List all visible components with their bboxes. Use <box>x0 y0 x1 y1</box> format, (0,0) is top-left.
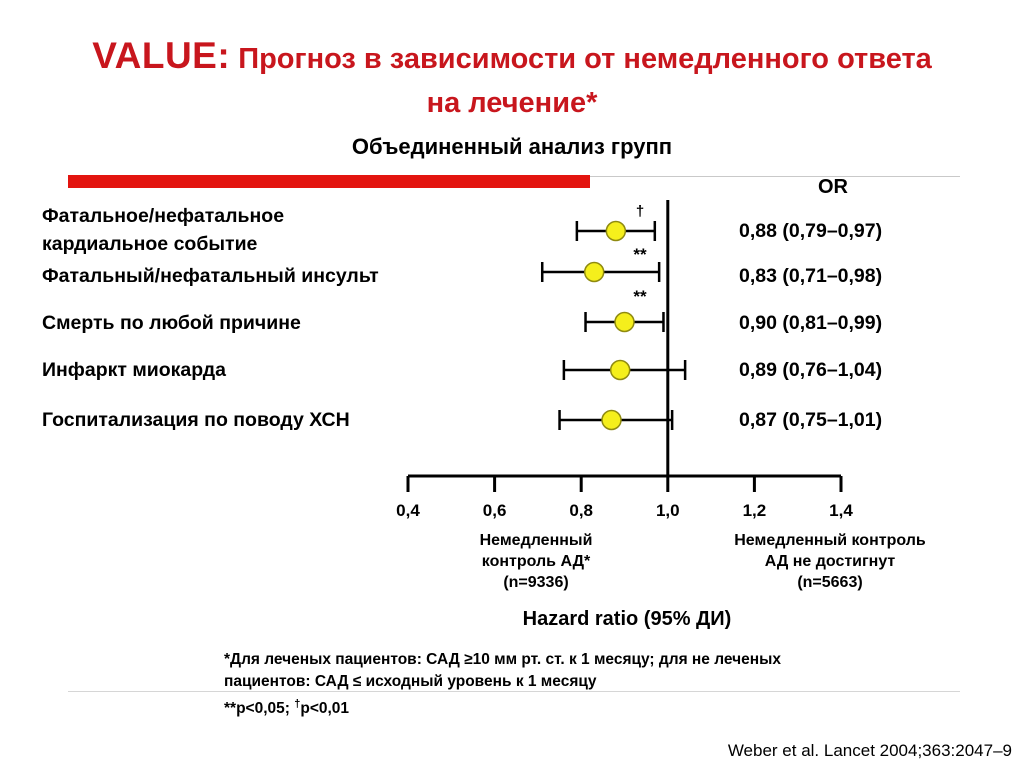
left-group-line2: контроль АД* <box>481 553 591 570</box>
right-group-line1: Немедленный контроль <box>734 532 926 549</box>
footnote-p001: p<0,01 <box>300 700 350 718</box>
right-group-line3: (n=5663) <box>797 574 863 591</box>
footnote-line3 <box>224 693 781 720</box>
x-tick-label-3: 1,0 <box>655 501 680 520</box>
or-value-death: 0,90 (0,81–0,99) <box>739 312 883 334</box>
x-tick-label-0: 0,4 <box>396 501 420 520</box>
or-value-cardiac: 0,88 (0,79–0,97) <box>739 220 883 242</box>
x-tick-label-5: 1,4 <box>829 501 853 520</box>
x-tick-label-1: 0,6 <box>482 501 507 520</box>
forest-row-0 <box>577 203 655 241</box>
citation: Weber et al. Lancet 2004;363:2047–9 <box>727 741 1012 760</box>
or-value-hf: 0,87 (0,75–1,01) <box>739 409 883 431</box>
row-label-stroke: Фатальный/нефатальный инсульт <box>42 265 379 287</box>
hr-point-4 <box>602 411 621 430</box>
x-tick-label-4: 1,2 <box>742 501 767 520</box>
left-group-line1: Немедленный <box>479 532 593 549</box>
hr-point-1 <box>585 263 604 282</box>
forest-row-4 <box>560 410 673 430</box>
significance-marker-0: † <box>635 203 645 220</box>
hr-point-3 <box>611 361 630 380</box>
title-text-line1: Прогноз в зависимости от немедленного ответа <box>238 43 932 75</box>
significance-marker-1: ** <box>633 245 647 264</box>
forest-row-1 <box>542 245 659 282</box>
row-label-mi: Инфаркт миокарда <box>42 359 226 381</box>
footnote <box>224 649 781 720</box>
x-tick-label-2: 0,8 <box>569 501 594 520</box>
divider-bottom <box>68 691 960 692</box>
left-group-label <box>431 530 641 593</box>
row-label-cardiac-line1: Фатальное/нефатальное <box>42 205 285 227</box>
x-axis-label: Hazard ratio (95% ДИ) <box>522 608 732 630</box>
or-value-stroke: 0,83 (0,71–0,98) <box>739 265 883 287</box>
hr-point-2 <box>615 313 634 332</box>
title-text-line2: на лечение* <box>426 87 598 119</box>
title-brand: VALUE: <box>92 35 231 76</box>
right-group-label <box>690 530 970 593</box>
left-group-line3: (n=9336) <box>503 574 569 591</box>
footnote-p005: **p<0,05; <box>224 700 295 718</box>
chart-title: Объединенный анализ групп <box>351 134 673 159</box>
right-group-line2: АД не достигнут <box>764 553 896 570</box>
or-value-mi: 0,89 (0,76–1,04) <box>739 359 883 381</box>
footnote-line1: *Для леченых пациентов: САД ≥10 мм рт. ст. к 1 месяцу; для не леченых <box>224 651 781 668</box>
significance-marker-2: ** <box>633 287 647 306</box>
footnote-line2: пациентов: САД ≤ исходный уровень к 1 месяцу <box>224 673 597 690</box>
row-label-hf: Госпитализация по поводу ХСН <box>42 409 350 431</box>
forest-row-2 <box>586 287 664 332</box>
row-label-cardiac-line2: кардиальное событие <box>42 233 258 255</box>
footnote-dagger: † <box>294 698 301 710</box>
or-column-header: OR <box>818 176 848 198</box>
hr-point-0 <box>606 222 625 241</box>
row-label-death: Смерть по любой причине <box>42 312 301 334</box>
